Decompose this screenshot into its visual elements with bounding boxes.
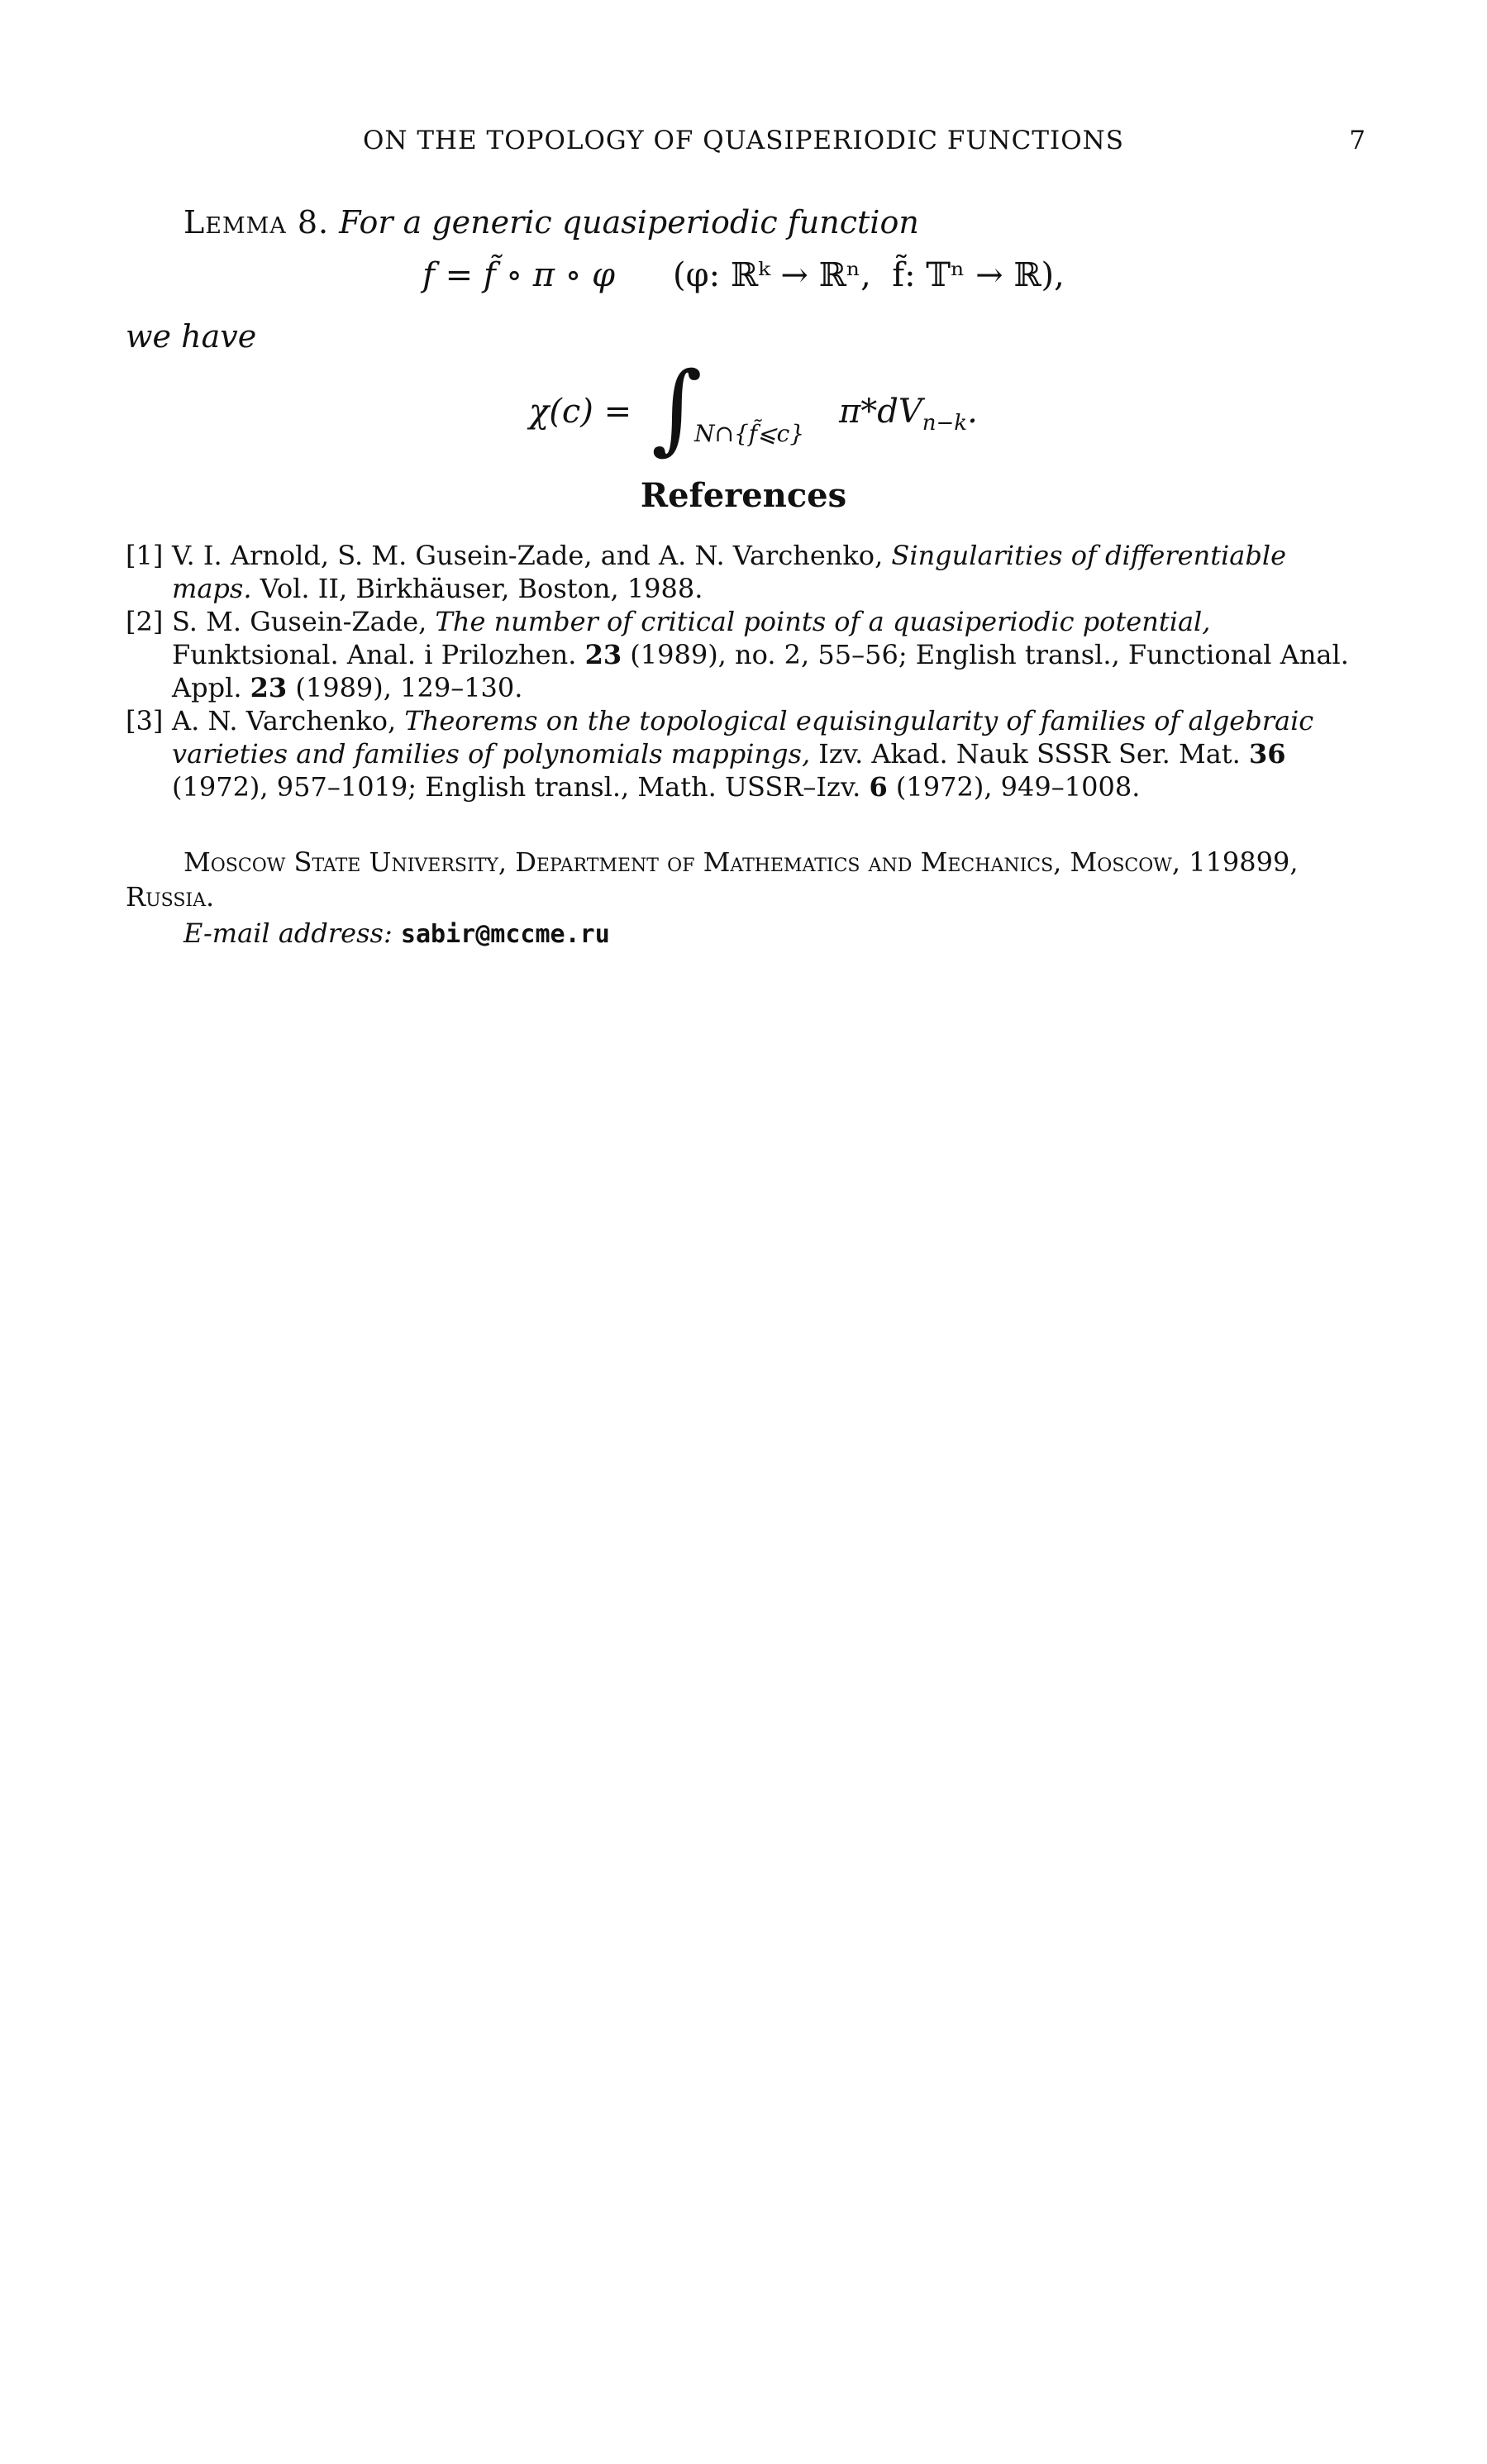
reference-item <box>126 704 1365 803</box>
integrand <box>839 393 978 436</box>
reference-details: (1989), 129–130. <box>287 672 523 703</box>
references-list <box>126 539 1365 803</box>
lemma-statement <box>183 204 919 241</box>
equation-maps: (φ: ℝᵏ → ℝⁿ, f̃: 𝕋ⁿ → ℝ), <box>673 256 1065 294</box>
page-number: 7 <box>1349 126 1366 155</box>
references-heading: References <box>640 476 847 515</box>
lemma-label: Lemma 8. <box>183 204 330 241</box>
lemma-text: For a generic quasiperiodic function <box>339 204 919 241</box>
reference-title: The number of critical points of a quasiperiodic potential, <box>435 606 1211 637</box>
integrand-subscript: n−k <box>922 411 968 436</box>
reference-details: (1972), 949–1008. <box>887 771 1141 803</box>
running-head <box>0 126 1487 159</box>
equation-composition: f = f̃ ∘ π ∘ φ <box>422 256 616 294</box>
running-title: ON THE TOPOLOGY OF QUASIPERIODIC FUNCTIONS <box>362 126 1125 155</box>
reference-item <box>126 605 1365 704</box>
reference-details: (1972), 957–1019; English transl., Math. USSR–Izv. <box>172 771 870 803</box>
author-address: Moscow State University, Department of Mathematics and Mechanics, Moscow, 119899, Russia. <box>126 846 1299 913</box>
we-have-text: we have <box>126 318 257 355</box>
email-address: sabir@mccme.ru <box>400 920 610 949</box>
reference-volume: 23 <box>250 672 288 703</box>
reference-authors: V. I. Arnold, S. M. Gusein-Zade, and A. N. Varchenko, <box>172 540 892 571</box>
euler-characteristic-equation <box>529 350 1025 465</box>
reference-volume: 36 <box>1249 738 1286 770</box>
equation-lhs: χ(c) = <box>529 393 632 431</box>
integral-domain: N∩{f̃⩽c} <box>694 420 805 447</box>
reference-details: Funktsional. Anal. i Prilozhen. <box>172 639 585 670</box>
email-label: E-mail address: <box>183 917 393 949</box>
reference-authors: A. N. Varchenko, <box>172 705 405 736</box>
reference-details: Izv. Akad. Nauk SSSR Ser. Mat. <box>810 738 1249 770</box>
reference-number: [3] <box>126 705 164 736</box>
reference-number: [1] <box>126 540 164 571</box>
reference-title: Theorems on the topological equisingularity of families of algebraic varieties and families of polynomials mappings, <box>172 705 1314 770</box>
author-email <box>183 917 610 949</box>
reference-details: Vol. II, Birkhäuser, Boston, 1988. <box>251 573 703 604</box>
reference-authors: S. M. Gusein-Zade, <box>172 606 436 637</box>
reference-item <box>126 539 1365 605</box>
integral-sign: ∫ <box>651 350 703 465</box>
integrand-main: π*dV <box>839 393 922 431</box>
reference-number: [2] <box>126 606 164 637</box>
reference-details: (1989), no. 2, 55–56; English transl., Functional Anal. Appl. <box>172 639 1349 703</box>
lemma-equation-definition <box>0 256 1487 294</box>
reference-title: Singularities of differentiable maps. <box>172 540 1287 604</box>
reference-volume: 6 <box>869 771 888 803</box>
reference-volume: 23 <box>584 639 622 670</box>
integrand-end: . <box>967 393 978 431</box>
